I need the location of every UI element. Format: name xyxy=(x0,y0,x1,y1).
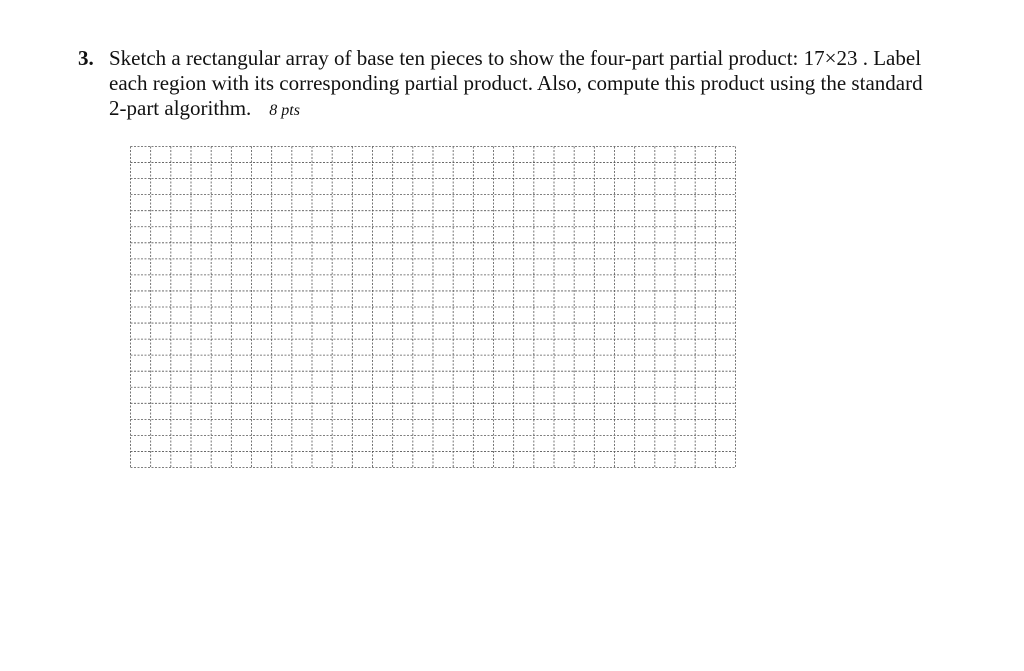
problem-statement xyxy=(109,46,979,123)
problem-line-3 xyxy=(109,96,979,123)
problem-number: 3. xyxy=(78,46,94,70)
problem-line-2: each region with its corresponding partial product. Also, compute this product using the standard xyxy=(109,71,923,95)
problem-line-3-text: 2-part algorithm. xyxy=(109,96,252,120)
grid-svg xyxy=(130,146,736,468)
graph-paper-grid xyxy=(130,146,736,468)
problem-line-1: Sketch a rectangular array of base ten pieces to show the four-part partial product: 17×23 . Label xyxy=(109,46,922,70)
points-label: 8 pts xyxy=(269,102,300,119)
